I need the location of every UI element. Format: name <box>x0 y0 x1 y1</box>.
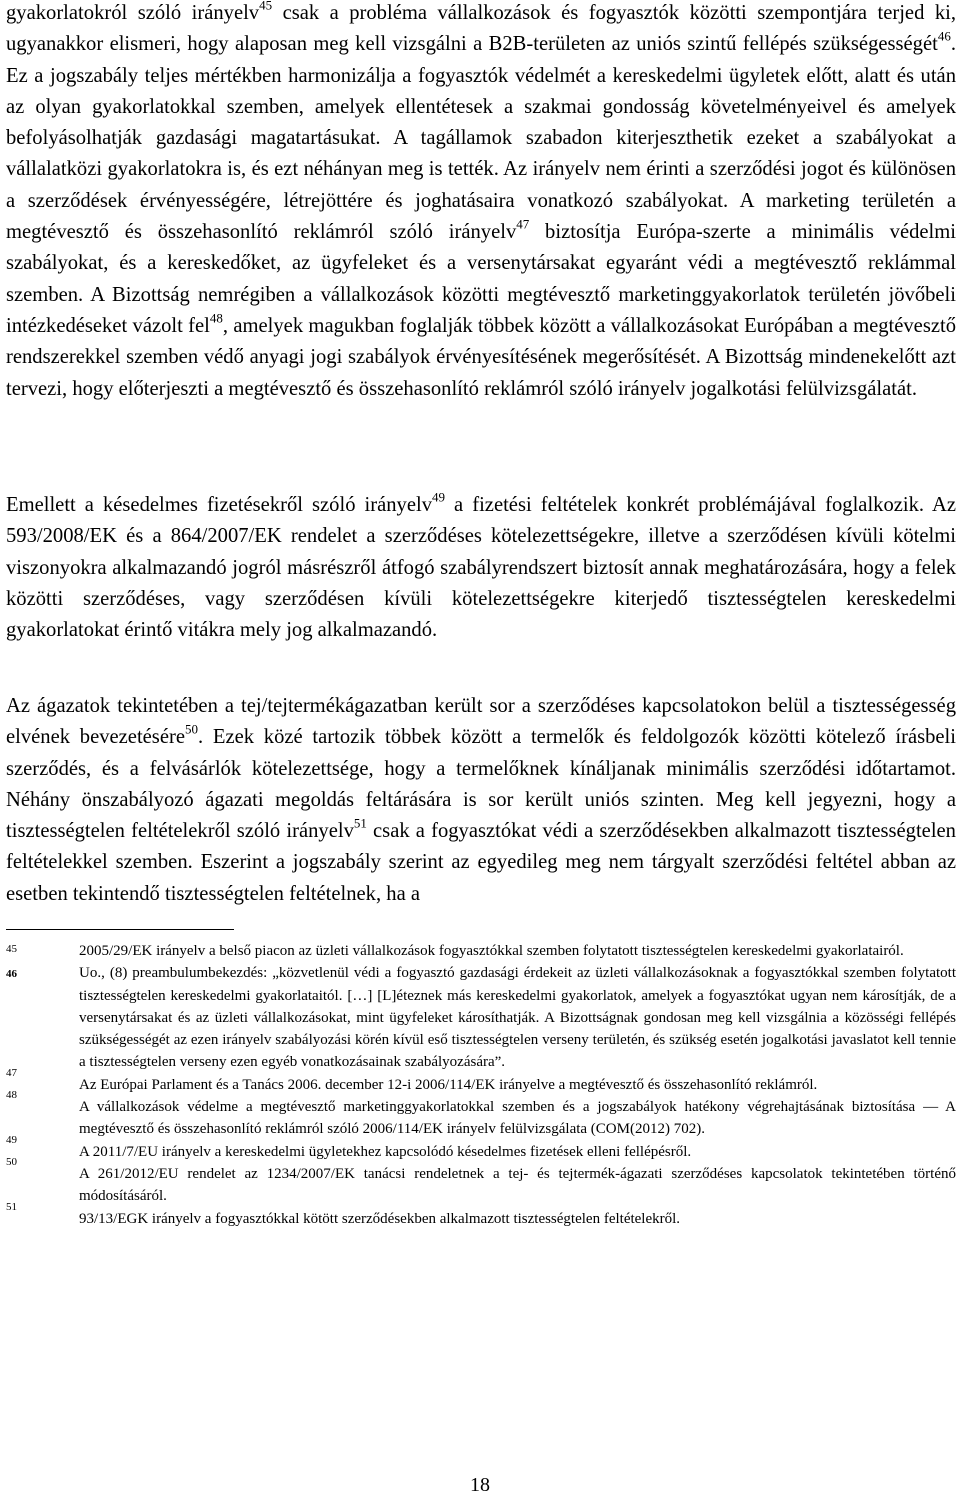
text-run: , amelyek magukban foglalják többek között a vállalkozásokat Európában a megtévesztő rendszerekkel szemben védő anyagi jogi szabályok érvényesítésének megerősítését. A Bizottság mindenekelőtt azt tervezi, hogy előterjeszti a megtévesztő és összehasonlító reklámról szóló irányelv jogalkotási felülvizsgálatát. <box>6 314 956 400</box>
footnote-text: A vállalkozások védelme a megtévesztő marketinggyakorlatokkal szemben és a jogszabályok hatékony végrehajtásának biztosítása ― A megtévesztő és összehasonlító reklámról szóló 2006/114/EK irányelv felülvizsgálata (COM(2012) 702). <box>79 1099 956 1138</box>
footnote-text: A 261/2012/EU rendelet az 1234/2007/EK tanácsi rendeletnek a tej- és tejtermék-ágazati szerződéses kapcsolatok tekintetében történő módosításáról. <box>79 1165 956 1205</box>
footnote-48 <box>6 1089 956 1141</box>
footnote-text: 2005/29/EK irányelv a belső piacon az üzleti vállalkozások fogyasztókkal szemben folytatott tisztességtelen kereskedelmi gyakorlatairól. <box>79 943 904 959</box>
text-run: csak a fogyasztókat védi a szerződésekben alkalmazott tisztességtelen feltételekkel szemben. Eszerint a jogszabály szerint az egyedileg meg nem tárgyalt szerződési feltétel abban az esetben tekintendő tisztességtelen feltételnek, ha a <box>6 820 956 905</box>
footnote-number: 46 <box>6 968 17 981</box>
body-paragraph-3 <box>6 691 956 910</box>
footnote-ref-45[interactable]: 45 <box>259 0 273 13</box>
text-run: . Ez a jogszabály teljes mértékben harmonizálja a fogyasztók védelmét a kereskedelmi ügyletek előtt, alatt és után az olyan gyakorlatokkal szemben, amelyek ellentétesek a szakmai gondosság követelményeivel és amelyek befolyásolhatják gazdasági magatartásukat. A tagállamok szabadon kiterjeszthetik ezeket a szabályokat a vállalatközi gyakorlatokra is, és ezt néhányan meg is tették. Az irányelv nem érinti a szerződési jogot és különösen a szerződések érvényességére, létrejöttére és joghatásaira vonatkozó szabályokat. A marketing területén a megtévesztő és összehasonlító reklámról szóló irányelv <box>6 33 956 244</box>
footnote-number: 48 <box>6 1089 17 1102</box>
text-run: . Ezek közé tartozik többek között a termelők és feldolgozók közötti kötelező írásbeli szerződés, és a felvásárlók kötelezettsége, hogy a termelőknek kínáljanak minimális szerződési időtartamot. Néhány önszabályozó ágazati megoldás feltárására is sor került uniós szinten. Meg kell jegyezni, hogy a tisztességtelen feltételekről szóló irányelv <box>6 726 956 843</box>
footnote-number: 45 <box>6 943 17 955</box>
footnote-ref-49[interactable]: 49 <box>432 489 446 505</box>
footnote-51 <box>6 1200 956 1230</box>
footnote-number: 49 <box>6 1133 17 1146</box>
footnote-ref-48[interactable]: 48 <box>209 310 223 326</box>
footnote-number: 51 <box>6 1200 17 1213</box>
text-run: Az ágazatok tekintetében a tej/tejtermékágazatban került sor a szerződéses kapcsolatokon belül a tisztességesség elvének bevezetésére <box>6 695 956 749</box>
footnote-text: A 2011/7/EU irányelv a kereskedelmi ügyletekhez kapcsolódó késedelmes fizetések elleni fellépésről. <box>79 1143 692 1160</box>
footnote-text: Az Európai Parlament és a Tanács 2006. december 12-i 2006/114/EK irányelve a megtévesztő és összehasonlító reklámról. <box>79 1076 818 1093</box>
footnote-46 <box>6 962 956 1073</box>
footnote-text: 93/13/EGK irányelv a fogyasztókkal kötött szerződésekben alkalmazott tisztességtelen feltételekről. <box>79 1210 681 1227</box>
footnote-49 <box>6 1133 956 1163</box>
footnote-47 <box>6 1066 956 1096</box>
text-run: biztosítja Európa-szerte a minimális védelmi szabályokat, és a kereskedőket, az ügyfeleket és a versenytársakat egyaránt védi a megtévesztő reklámmal szemben. A Bizottság nemrégiben a vállalkozások közötti megtévesztő marketinggyakorlatok területén jövőbeli intézkedéseket vázolt fel <box>6 221 956 337</box>
footnote-number: 50 <box>6 1155 17 1168</box>
footnote-ref-50[interactable]: 50 <box>184 721 198 737</box>
footnote-ref-51[interactable]: 51 <box>353 815 367 831</box>
footnote-50 <box>6 1155 956 1208</box>
footnotes-section <box>6 940 956 1230</box>
text-run: Emellett a késedelmes fizetésekről szóló irányelv <box>6 494 433 516</box>
footnote-ref-47[interactable]: 47 <box>516 216 530 232</box>
footnote-separator <box>6 929 234 930</box>
text-run: csak a probléma vállalkozások és fogyasztók közötti szempontjára terjed ki, ugyanakkor elismeri, hogy alaposan meg kell vizsgálni a B2B-területen az uniós szintű fellépés szükségességét <box>6 2 956 56</box>
footnote-ref-46[interactable]: 46 <box>937 28 951 44</box>
footnote-number: 47 <box>6 1066 17 1079</box>
body-paragraph-2 <box>6 490 956 646</box>
footnote-text: Uo., (8) preambulumbekezdés: „közvetlenül védi a fogyasztó gazdasági érdekeit az üzleti vállalkozásoknak a fogyasztókkal szemben folytatott tisztességtelen kereskedelmi gyakorlataitól. […] [L]éteznek más kereskedelmi gyakorlatok, amelyek a fogyasztókat ugyan nem károsítják, de a versenytársakat és az üzleti vállalkozásokat, mint ügyfeleket károsíthatják. A Bizottságnak gondosan meg kell vizsgálnia a közösségi fellépés szükségességét az ezen irányelv szabályozási körén kívül eső tisztességtelen verseny területén, és szükség esetén jogalkotási javaslatot kell tennie a tisztességtelen verseny ezen egyéb vonatkozásainak szabályozására”. <box>79 965 956 1071</box>
text-run: a fizetési feltételek konkrét problémájával foglalkozik. Az 593/2008/EK és a 864/2007/EK rendelet a szerződéses kötelezettségekre, illetve a szerződésen kívüli kötelmi viszonyokra alkalmazandó jogról másrészről átfogó szabályrendszert biztosít annak meghatározására, hogy a felek közötti szerződéses, vagy szerződésen kívüli kötelezettségekre kiterjedő tisztességtelen kereskedelmi gyakorlatokat érintő vitákra mely jog alkalmazandó. <box>6 494 956 642</box>
page-number: 18 <box>470 1474 490 1496</box>
text-run: gyakorlatokról szóló irányelv <box>6 2 260 24</box>
body-paragraph-1 <box>6 0 956 405</box>
footnote-45 <box>6 940 956 962</box>
